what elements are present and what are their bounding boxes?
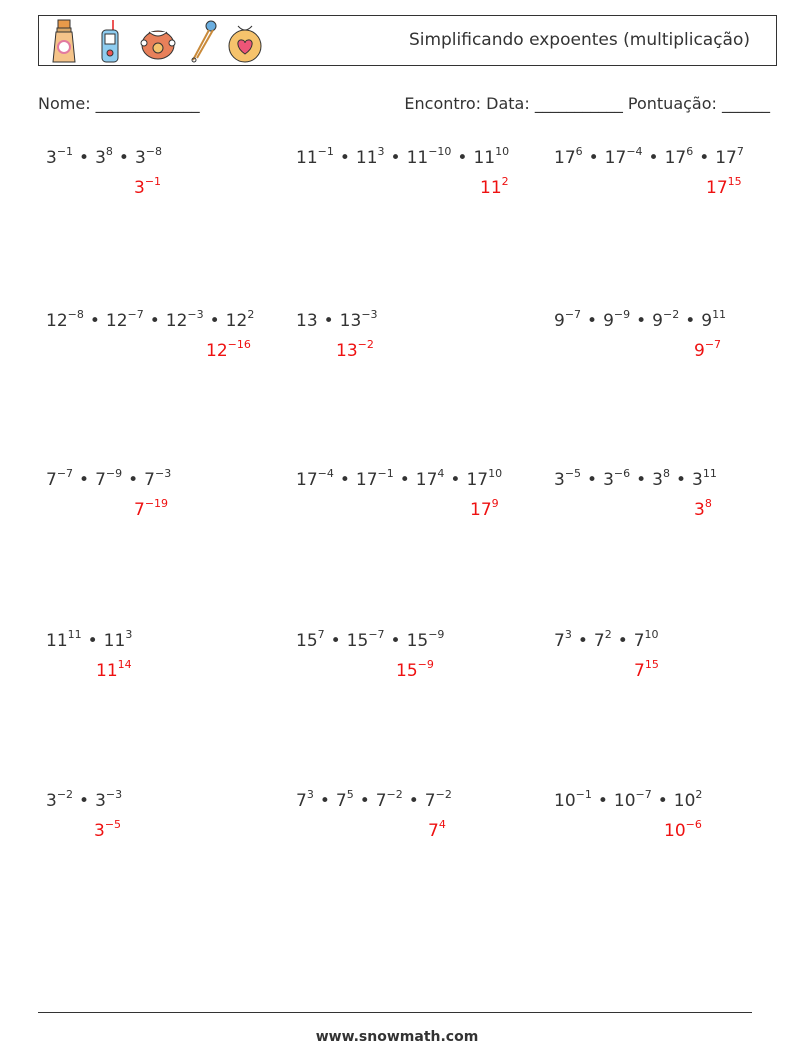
base: 9	[694, 341, 705, 361]
base: 3	[652, 470, 663, 490]
exponent: −2	[662, 308, 680, 321]
base: 3	[95, 791, 106, 811]
base: 17	[706, 178, 728, 198]
exponent: 3	[377, 145, 385, 158]
base: 7	[296, 791, 307, 811]
multiply-dot: •	[457, 148, 468, 168]
problem-answer	[96, 658, 132, 681]
exponent: −1	[575, 788, 592, 801]
exponent: −19	[144, 497, 169, 510]
exponent: −7	[56, 467, 74, 480]
multiply-dot: •	[588, 148, 599, 168]
exponent: −7	[564, 308, 582, 321]
base: 17	[554, 148, 576, 168]
problem-expression	[554, 308, 727, 331]
exponent: 9	[491, 497, 499, 510]
exponent: 10	[488, 467, 503, 480]
base: 3	[134, 148, 146, 168]
multiply-dot: •	[390, 148, 401, 168]
exponent: −2	[56, 788, 74, 801]
multiply-dot: •	[450, 470, 461, 490]
base: 9	[603, 311, 614, 331]
multiply-dot: •	[79, 148, 90, 168]
multiply-dot: •	[408, 791, 419, 811]
multiply-dot: •	[685, 311, 696, 331]
multiply-dot: •	[699, 148, 710, 168]
multiply-dot: •	[399, 470, 410, 490]
problem-expression	[46, 628, 133, 651]
multiply-dot: •	[339, 148, 350, 168]
problem-answer	[706, 175, 742, 198]
exponent: −7	[127, 308, 144, 321]
base: 11	[480, 178, 502, 198]
base: 7	[144, 470, 155, 490]
problem-answer	[480, 175, 509, 198]
exponent: −9	[428, 628, 445, 641]
exponent: 8	[704, 497, 712, 510]
exponent: 3	[564, 628, 572, 641]
multiply-dot: •	[128, 470, 139, 490]
exponent: 10	[495, 145, 510, 158]
exponent: 6	[686, 145, 694, 158]
base: 7	[428, 821, 439, 841]
exponent: −2	[435, 788, 452, 801]
bottle-icon	[51, 18, 77, 64]
exponent: −1	[144, 175, 162, 188]
exponent: −3	[154, 467, 172, 480]
problem-expression	[554, 628, 659, 651]
exponent: −10	[428, 145, 452, 158]
multiply-dot: •	[323, 311, 334, 331]
problem-answer	[396, 658, 434, 681]
exponent: 5	[346, 788, 354, 801]
baby-bib-icon	[139, 18, 177, 64]
exponent: −7	[368, 628, 385, 641]
name-field: Nome: _____________	[38, 94, 200, 113]
base: 13	[339, 311, 362, 331]
heart-bib-icon	[227, 18, 263, 64]
base: 11	[103, 631, 126, 651]
exponent: 2	[501, 175, 509, 188]
exponent: 11	[712, 308, 727, 321]
base: 12	[46, 311, 68, 331]
exponent: −6	[685, 818, 702, 831]
base: 10	[613, 791, 636, 811]
base: 3	[46, 148, 57, 168]
problem-answer	[664, 818, 702, 841]
base: 17	[466, 470, 489, 490]
problem-answer	[470, 497, 499, 520]
exponent: −16	[227, 338, 251, 351]
base: 17	[296, 470, 318, 490]
multiply-dot: •	[87, 631, 98, 651]
base: 7	[335, 791, 347, 811]
base: 9	[652, 311, 663, 331]
exponent: 6	[575, 145, 583, 158]
problem-expression	[554, 145, 744, 168]
exponent: −4	[626, 145, 643, 158]
exponent: −3	[105, 788, 123, 801]
base: 11	[46, 631, 68, 651]
problem-answer	[94, 818, 122, 841]
footer-divider	[38, 1012, 752, 1013]
base: 11	[473, 148, 496, 168]
exponent: −9	[105, 467, 123, 480]
multiply-dot: •	[617, 631, 628, 651]
exponent: 7	[317, 628, 325, 641]
multiply-dot: •	[89, 311, 100, 331]
base: 17	[604, 148, 627, 168]
exponent: 14	[117, 658, 132, 671]
problem-answer	[634, 658, 659, 681]
exponent: 3	[306, 788, 314, 801]
base: 17	[470, 500, 492, 520]
base: 17	[664, 148, 687, 168]
exponent: −5	[564, 467, 582, 480]
exponent: 10	[644, 628, 659, 641]
base: 7	[593, 631, 605, 651]
worksheet-header	[38, 15, 777, 66]
multiply-dot: •	[577, 631, 588, 651]
base: 9	[701, 311, 713, 331]
exponent: −1	[56, 145, 74, 158]
multiply-dot: •	[675, 470, 687, 490]
exponent: 15	[644, 658, 659, 671]
problem-expression	[296, 467, 503, 490]
problem-expression	[296, 308, 378, 331]
exponent: 2	[695, 788, 703, 801]
exponent: −2	[357, 338, 374, 351]
problem-expression	[554, 788, 703, 811]
multiply-dot: •	[359, 791, 370, 811]
exponent: −7	[635, 788, 652, 801]
base: 3	[603, 470, 614, 490]
problem-answer	[694, 497, 712, 520]
session-field: Encontro: Data: ___________ Pontuação: ______	[404, 94, 770, 113]
exponent: 4	[438, 818, 446, 831]
base: 3	[692, 470, 703, 490]
base: 11	[406, 148, 429, 168]
problem-expression	[296, 788, 452, 811]
multiply-dot: •	[319, 791, 330, 811]
problem-answer	[134, 175, 162, 198]
base: 11	[355, 148, 378, 168]
base: 15	[396, 661, 418, 681]
base: 9	[554, 311, 565, 331]
base: 17	[415, 470, 438, 490]
multiply-dot: •	[79, 791, 90, 811]
exponent: 15	[727, 175, 742, 188]
multiply-dot: •	[636, 311, 647, 331]
base: 7	[634, 661, 645, 681]
base: 15	[346, 631, 369, 651]
multiply-dot: •	[648, 148, 659, 168]
exponent: 2	[604, 628, 612, 641]
base: 12	[165, 311, 188, 331]
problem-answer	[336, 338, 374, 361]
problem-answer	[206, 338, 251, 361]
multiply-dot: •	[597, 791, 608, 811]
exponent: −1	[317, 145, 334, 158]
multiply-dot: •	[118, 148, 129, 168]
base: 3	[95, 148, 106, 168]
base: 13	[296, 311, 318, 331]
exponent: −7	[704, 338, 722, 351]
problem-expression	[46, 145, 162, 168]
exponent: −9	[613, 308, 631, 321]
exponent: 11	[67, 628, 82, 641]
multiply-dot: •	[587, 470, 598, 490]
base: 3	[94, 821, 105, 841]
multiply-dot: •	[390, 631, 401, 651]
exponent: −1	[377, 467, 394, 480]
multiply-dot: •	[79, 470, 90, 490]
multiply-dot: •	[149, 311, 160, 331]
base: 3	[554, 470, 565, 490]
exponent: 7	[736, 145, 744, 158]
base: 10	[554, 791, 576, 811]
multiply-dot: •	[209, 311, 220, 331]
exponent: 2	[247, 308, 255, 321]
multiply-dot: •	[330, 631, 341, 651]
base: 11	[296, 148, 318, 168]
base: 7	[375, 791, 387, 811]
baby-monitor-icon	[98, 18, 122, 64]
problem-expression	[46, 308, 255, 331]
exponent: −4	[317, 467, 334, 480]
base: 7	[554, 631, 565, 651]
base: 7	[633, 631, 645, 651]
exponent: 11	[702, 467, 717, 480]
multiply-dot: •	[587, 311, 598, 331]
multiply-dot: •	[657, 791, 668, 811]
problem-expression	[296, 145, 510, 168]
problem-expression	[296, 628, 445, 651]
base: 12	[206, 341, 228, 361]
footer-url: www.snowmath.com	[315, 1029, 479, 1045]
base: 7	[46, 470, 57, 490]
base: 10	[673, 791, 696, 811]
exponent: −5	[104, 818, 122, 831]
base: 13	[336, 341, 358, 361]
base: 17	[715, 148, 737, 168]
exponent: 4	[437, 467, 445, 480]
multiply-dot: •	[339, 470, 350, 490]
base: 3	[46, 791, 57, 811]
base: 3	[694, 500, 705, 520]
worksheet-title: Simplificando expoentes (multiplicação)	[408, 30, 750, 50]
problem-answer	[134, 497, 169, 520]
problem-answer	[694, 338, 722, 361]
problem-expression	[554, 467, 717, 490]
base: 12	[105, 311, 128, 331]
base: 7	[95, 470, 106, 490]
multiply-dot: •	[636, 470, 647, 490]
problem-answer	[428, 818, 446, 841]
base: 15	[406, 631, 429, 651]
exponent: 8	[105, 145, 113, 158]
exponent: −3	[361, 308, 378, 321]
exponent: −8	[67, 308, 84, 321]
exponent: −3	[187, 308, 204, 321]
base: 11	[96, 661, 118, 681]
base: 7	[424, 791, 436, 811]
exponent: −8	[145, 145, 162, 158]
base: 12	[225, 311, 248, 331]
exponent: 8	[662, 467, 670, 480]
base: 3	[134, 178, 145, 198]
problem-expression	[46, 467, 172, 490]
exponent: −2	[386, 788, 403, 801]
base: 10	[664, 821, 686, 841]
safety-pin-icon	[187, 18, 219, 64]
base: 7	[134, 500, 145, 520]
exponent: −9	[417, 658, 434, 671]
exponent: 3	[125, 628, 133, 641]
exponent: −6	[613, 467, 631, 480]
base: 15	[296, 631, 318, 651]
problem-expression	[46, 788, 123, 811]
base: 17	[355, 470, 378, 490]
